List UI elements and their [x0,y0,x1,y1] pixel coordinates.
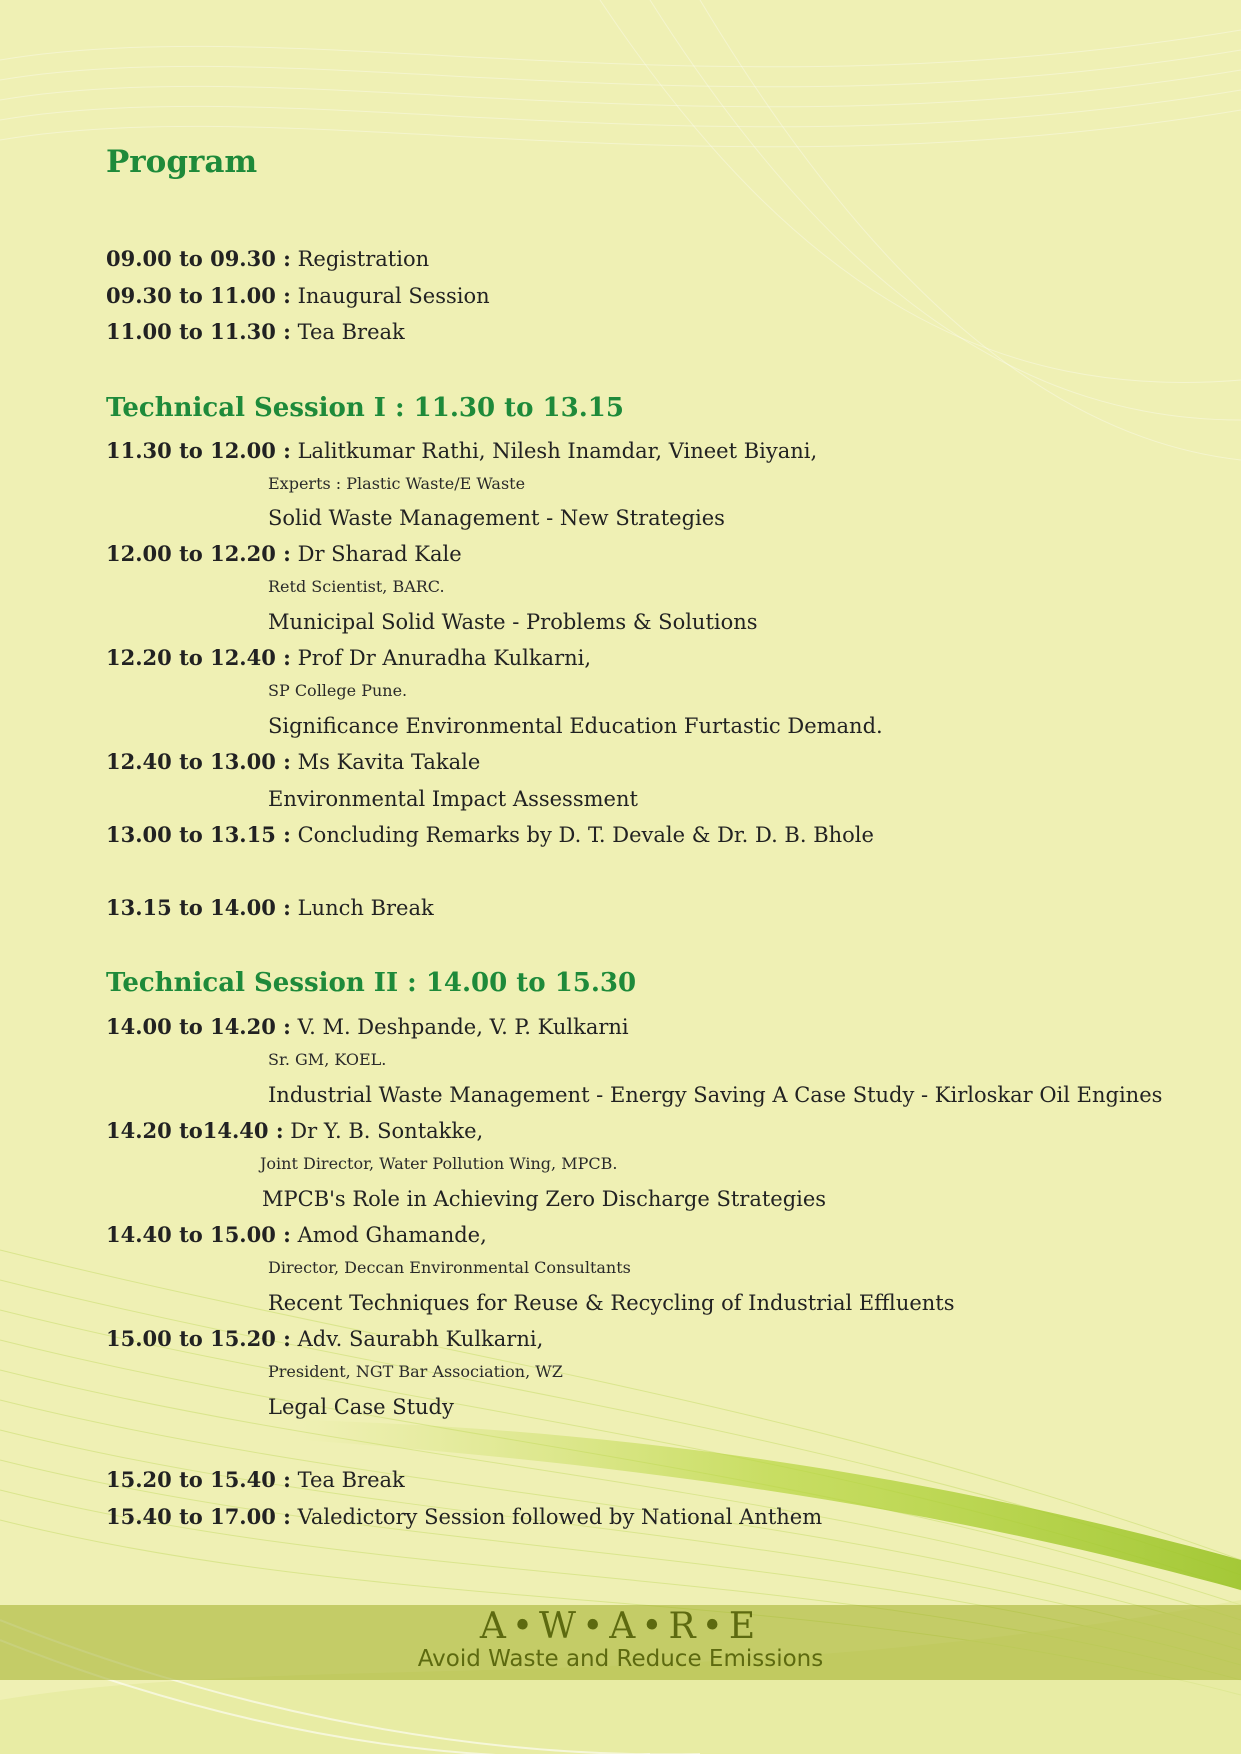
speaker-text: Lalitkumar Rathi, Nilesh Inamdar, Vineet Biyani, [297,439,818,463]
speaker-role: Retd Scientist, BARC. [268,577,445,596]
activity-text: Tea Break [297,1468,405,1492]
session-1-row [106,540,462,568]
schedule-row-registration [106,245,429,273]
talk-topic: Municipal Solid Waste - Problems & Solutions [268,610,758,634]
session-1-row [106,644,591,672]
speaker-text: Concluding Remarks by D. T. Devale & Dr. D. B. Bhole [297,823,874,847]
footer-tagline: Avoid Waste and Reduce Emissions [417,1646,824,1672]
session-2-heading: Technical Session II : 14.00 to 15.30 [106,968,637,998]
session-2-row [106,1221,487,1249]
speaker-role: Joint Director, Water Pollution Wing, MPCB. [260,1154,618,1173]
speaker-role: SP College Pune. [268,681,408,700]
speaker-text: Ms Kavita Takale [297,750,481,774]
page-title: Program [106,144,258,180]
speaker-role: President, NGT Bar Association, WZ [268,1362,563,1381]
talk-topic: Solid Waste Management - New Strategies [268,506,725,530]
time-label: 12.00 to 12.20 : [106,541,291,566]
activity-text: Valedictory Session followed by National Anthem [297,1505,823,1529]
talk-topic: Industrial Waste Management - Energy Saving A Case Study - Kirloskar Oil Engines [268,1083,1163,1107]
time-label: 14.40 to 15.00 : [106,1222,291,1247]
time-label: 09.30 to 11.00 : [106,283,291,308]
time-label: 13.15 to 14.00 : [106,895,291,920]
session-2-row [106,1325,543,1353]
time-label: 14.00 to 14.20 : [106,1014,291,1039]
talk-topic: Recent Techniques for Reuse & Recycling of Industrial Effluents [268,1291,955,1315]
speaker-role: Sr. GM, KOEL. [268,1050,387,1069]
schedule-row-tea-break-2 [106,1466,405,1494]
activity-text: Lunch Break [297,896,434,920]
activity-text: Inaugural Session [297,284,490,308]
talk-topic: Environmental Impact Assessment [268,787,638,811]
speaker-text: Adv. Saurabh Kulkarni, [297,1327,544,1351]
aware-logo-text: A•W•A•R•E [479,1606,762,1647]
schedule-row-inaugural [106,282,490,310]
activity-text: Registration [297,247,430,271]
activity-text: Tea Break [297,320,405,344]
speaker-text: Dr Y. B. Sontakke, [290,1119,484,1143]
time-label: 09.00 to 09.30 : [106,246,291,271]
talk-topic: Significance Environmental Education Furtastic Demand. [268,714,883,738]
session-2-row [106,1117,483,1145]
speaker-text: Amod Ghamande, [297,1223,487,1247]
time-label: 14.20 to14.40 : [106,1118,284,1143]
speaker-text: V. M. Deshpande, V. P. Kulkarni [297,1015,629,1039]
time-label: 15.20 to 15.40 : [106,1467,291,1492]
time-label: 12.20 to 12.40 : [106,645,291,670]
session-1-row [106,437,817,465]
time-label: 15.00 to 15.20 : [106,1326,291,1351]
time-label: 15.40 to 17.00 : [106,1504,291,1529]
speaker-role: Director, Deccan Environmental Consultants [268,1258,631,1277]
schedule-row-tea-break [106,318,405,346]
time-label: 12.40 to 13.00 : [106,749,291,774]
session-1-row [106,821,874,849]
speaker-text: Dr Sharad Kale [297,542,462,566]
speaker-text: Prof Dr Anuradha Kulkarni, [297,646,592,670]
time-label: 11.00 to 11.30 : [106,319,291,344]
talk-topic: MPCB's Role in Achieving Zero Discharge Strategies [262,1187,827,1211]
session-2-row [106,1013,629,1041]
session-1-row [106,748,480,776]
time-label: 11.30 to 12.00 : [106,438,291,463]
schedule-row-lunch [106,894,434,922]
session-1-heading: Technical Session I : 11.30 to 13.15 [106,393,624,423]
speaker-role: Experts : Plastic Waste/E Waste [268,474,526,493]
schedule-row-valedictory [106,1503,822,1531]
talk-topic: Legal Case Study [268,1395,454,1419]
time-label: 13.00 to 13.15 : [106,822,291,847]
